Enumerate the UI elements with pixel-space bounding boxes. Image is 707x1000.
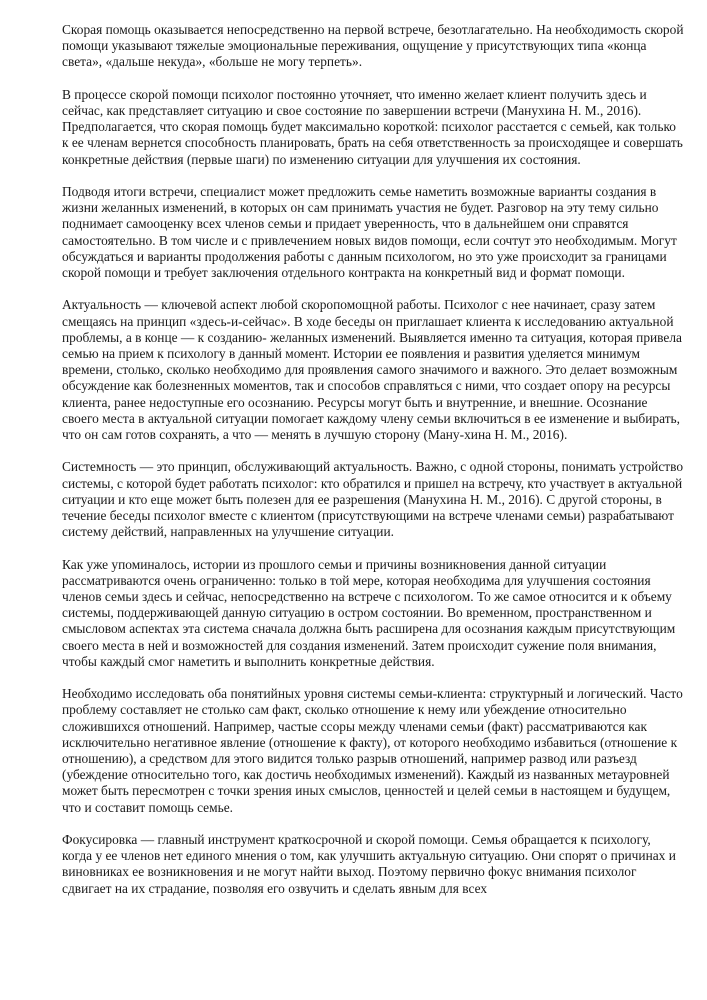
paragraph-systemicity: Системность — это принцип, обслуживающий актуальность. Важно, с одной стороны, понимать устройство системы, с которой будет работать психолог: кто обратился и пришел на встречу, кто участвует в актуальной ситуации и кто еще может быть полезен для ее разрешения (Манухина Н. М., 2016). С другой стороны, в течение беседы психолог вместе с клиентом (присутствующими на встрече членами семьи) разрабатывают систему действий, направленных на улучшение ситуации. [62, 459, 684, 540]
paragraph-family-history: Как уже упоминалось, истории из прошлого семьи и причины возникновения данной ситуации рассматриваются очень ограниченно: только в той мере, которая необходима для улучшения состояния членов семьи здесь и сейчас, непосредственно на встрече с психологом. То же самое относится и к объему системы, поддерживающей данную ситуацию в остром состоянии. Во временном, пространственном и смысловом аспектах эта система сначала должна быть расширена для осознания каждым присутствующим своего места в ней и возможностей для создания изменений. Затем происходит сужение поля внимания, чтобы каждый смог наметить и выполнить конкретные действия. [62, 556, 676, 669]
paragraph-actuality: Актуальность — ключевой аспект любой скоропомощной работы. Психолог с нее начинает, сразу затем смещаясь на принцип «здесь-и-сейчас». В ходе беседы он приглашает клиента к исследованию актуальной проблемы, а в конце — к созданию- желанных изменений. Выявляется именно та ситуация, которая привела семью на прием к психологу в данный момент. Истории ее появления и развития уделяется минимум времени, столько, сколько необходимо для проявления самого значимого и важного. Это делает возможным обсуждение как болезненных моментов, так и способов справляться с ними, что создает опору на ресурсы клиента, ранее недоступные его осознанию. Ресурсы могут быть и внутренние, и внешние. Осознание своего места в актуальной ситуации помогает каждому члену семьи включиться в ее изменение и выбирать, что он сам готов сохранять, а что — менять в лучшую сторону (Ману-хина Н. М., 2016). [62, 297, 682, 443]
paragraph-conceptual-levels: Необходимо исследовать оба понятийных уровня системы семьи-клиента: структурный и логический. Часто проблему составляет не столько сам факт, сколько отношение к нему или убеждение относительно сложившихся отношений. Например, частые ссоры между членами семьи (факт) рассматриваются как исключительно негативное явление (отношение к факту), от которого необходимо избавиться (отношение к отношению), а средством для этого видится только разрыв отношений, например развод или разъезд (убеждение относительно того, как достичь необходимых изменений). Каждый из названных метауровней может быть пересмотрен с точки зрения иных смыслов, ценностей и целей семьи в настоящем и будущем, что и составит помощь семье. [62, 686, 683, 815]
document-body [62, 22, 684, 913]
paragraph-clarification-process: В процессе скорой помощи психолог постоянно уточняет, что именно желает клиент получить здесь и сейчас, как представляет ситуацию и свое состояние по завершении встречи (Манухина Н. М., 2016). Предполагается, что скорая помощь будет максимально короткой: психолог расстается с семьей, как только к ее членам вернется способность планировать, брать на себя ответственность за происходящее и совершать конкретные действия (первые шаги) по изменению ситуации для улучшения их состояния. [62, 86, 683, 167]
paragraph-meeting-summary: Подводя итоги встречи, специалист может предложить семье наметить возможные варианты создания в жизни желанных изменений, в которых он сам принимать участия не будет. Разговор на эту тему сильно поднимает самооценку всех членов семьи и придает уверенность, что в дальнейшем они справятся самостоятельно. В том числе и с привлечением новых видов помощи, если сочтут это необходимым. Могут обсуждаться и варианты продолжения работы с данным психологом, но это уже происходит за границами скорой помощи и требует заключения отдельного контракта на конкретный вид и формат помощи. [62, 184, 677, 281]
paragraph-emergency-help: Скорая помощь оказывается непосредственно на первой встрече, безотлагательно. На необходимость скорой помощи указывают тяжелые эмоциональные переживания, ощущение у присутствующих типа «конца света», «дальше некуда», «больше не могу терпеть». [62, 22, 684, 70]
paragraph-focusing: Фокусировка — главный инструмент краткосрочной и скорой помощи. Семья обращается к психологу, когда у ее членов нет единого мнения о том, как улучшить актуальную ситуацию. Они спорят о причинах и виновниках ее возникновения и не могут найти выход. Поэтому первично фокус внимания психолог сдвигает на их страдание, позволяя его озвучить и сделать явным для всех [62, 832, 676, 896]
